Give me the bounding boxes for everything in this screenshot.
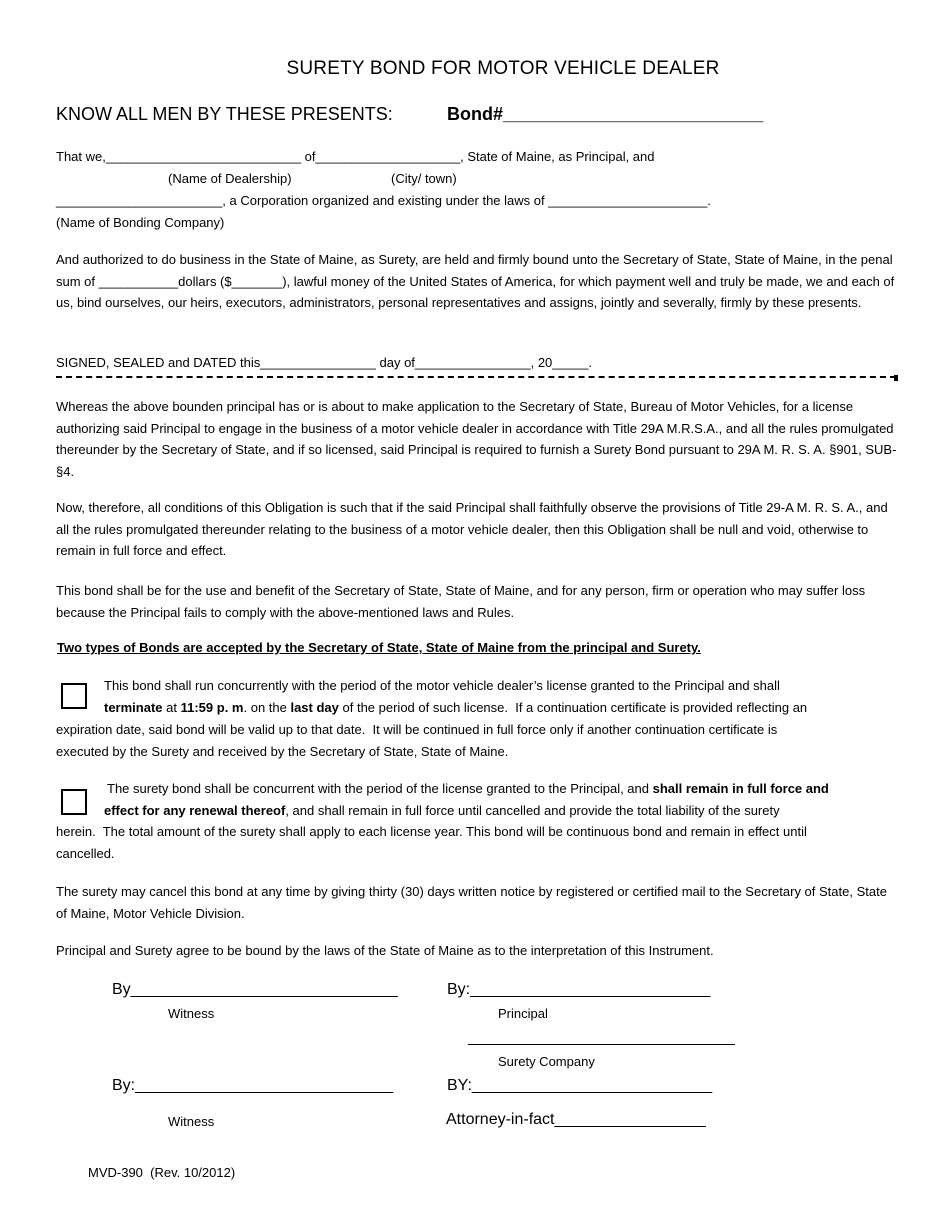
witness-1-label: Witness [168,1006,215,1021]
option-1-checkbox[interactable] [61,683,87,709]
opt1-b6: of the period of such license. If a continuation certificate is provided reflecting an [338,700,808,715]
witness-1-signature[interactable]: By______________________________ [112,981,398,998]
option-1-line-2 [104,700,807,716]
cut-line [56,376,896,378]
whereas-paragraph: Whereas the above bounden principal has or is about to make application to the Secretary of State, Bureau of Motor Vehicles, for a license authorizing said Principal to engage in the business of a motor vehicle dealer in accordance with Title 29A M.R.S.A., and all the rules promulgated thereunder by the Secretary of State, and if so licensed, said Principal is required to furnish a Surety Bond pursuant to 29A M. R. S. A. §901, SUB- §4. [56,399,897,479]
attorney-in-fact-line[interactable]: Attorney-in-fact_________________ [446,1111,706,1128]
opt2-a1: The surety bond shall be concurrent with the period of the license granted to the Principal, and [107,781,653,796]
surety-company-label: Surety Company [498,1054,595,1069]
principal-signature[interactable]: By:___________________________ [447,981,711,998]
bond-number-field[interactable]: Bond#__________________________ [447,104,764,124]
cut-line-end [894,375,898,381]
opt2-a2: shall remain in full force and [652,781,829,796]
witness-2-label: Witness [168,1114,215,1129]
option-2-line-2 [104,803,780,819]
dealership-label: (Name of Dealership) [168,171,292,186]
option-1-line-4: executed by the Surety and received by the Secretary of State, State of Maine. [56,744,509,759]
know-all-heading: KNOW ALL MEN BY THESE PRESENTS: [56,104,393,124]
signed-line[interactable]: SIGNED, SEALED and DATED this________________ day of________________, 20_____. [56,355,593,370]
now-therefore-paragraph: Now, therefore, all conditions of this Obligation is such that if the said Principal shall faithfully observe the provisions of Title 29-A M. R. S. A., and all the rules promulgated thereunder relating to the business of a motor vehicle dealer, then this Obligation shall be null and void, otherwise to remain in full force and effect. [56,500,888,559]
time-text: 11:59 p. m [180,700,244,715]
last-day-text: last day [290,700,339,715]
bonding-company-label: (Name of Bonding Company) [56,215,225,230]
opt1-b2: at [162,700,181,715]
bond-types-heading: Two types of Bonds are accepted by the Secretary of State, State of Maine from the principal and Surety. [57,640,701,655]
opt1-b4: . on the [243,700,291,715]
form-title: SURETY BOND FOR MOTOR VEHICLE DEALER [286,58,720,79]
surety-company-line[interactable]: ______________________________ [468,1029,735,1046]
authorized-paragraph: And authorized to do business in the State of Maine, as Surety, are held and firmly bound unto the Secretary of State, State of Maine, in the penal sum of ___________dollars ($_______), lawful money of the United States of America, for which payment well and truly be made, we and each of us, bind ourselves, our heirs, executors, administrators, personal representatives and assigns, jointly and severally, firmly by these presents. [56,252,895,311]
agree-paragraph: Principal and Surety agree to be bound by the laws of the State of Maine as to the interpretation of this Instrument. [56,943,714,958]
option-1-line-3: expiration date, said bond will be valid up to that date. It will be continued in full force only if another continuation certificate is [56,722,778,737]
form-number: MVD-390 (Rev. 10/2012) [88,1165,236,1180]
opt2-b2: , and shall remain in full force until cancelled and provide the total liability of the surety [285,803,780,818]
option-2-line-4: cancelled. [56,846,115,861]
parties-line-2[interactable]: _______________________, a Corporation organized and existing under the laws of ______________________. [56,193,711,208]
principal-label: Principal [498,1006,548,1021]
city-label: (City/ town) [391,171,457,186]
terminate-text: terminate [104,700,163,715]
option-2-checkbox[interactable] [61,789,87,815]
option-2-line-1 [107,781,829,797]
opt2-b1: effect for any renewal thereof [104,803,286,818]
use-benefit-paragraph: This bond shall be for the use and benefit of the Secretary of State, State of Maine, and for any person, firm or operation who may suffer loss because the Principal fails to comply with the above-mentioned laws and Rules. [56,583,866,620]
cancel-paragraph: The surety may cancel this bond at any time by giving thirty (30) days written notice by registered or certified mail to the Secretary of State, State of Maine, Motor Vehicle Division. [56,884,887,921]
option-2-line-3: herein. The total amount of the surety shall apply to each license year. This bond will be continuous bond and remain in effect until [56,824,807,839]
witness-2-signature[interactable]: By:_____________________________ [112,1077,394,1094]
attorney-signature[interactable]: BY:___________________________ [447,1077,713,1094]
parties-line-1[interactable]: That we,___________________________ of____________________, State of Maine, as Principal, and [56,149,655,164]
option-1-line-1: This bond shall run concurrently with the period of the motor vehicle dealer’s license granted to the Principal and shall [104,678,780,693]
